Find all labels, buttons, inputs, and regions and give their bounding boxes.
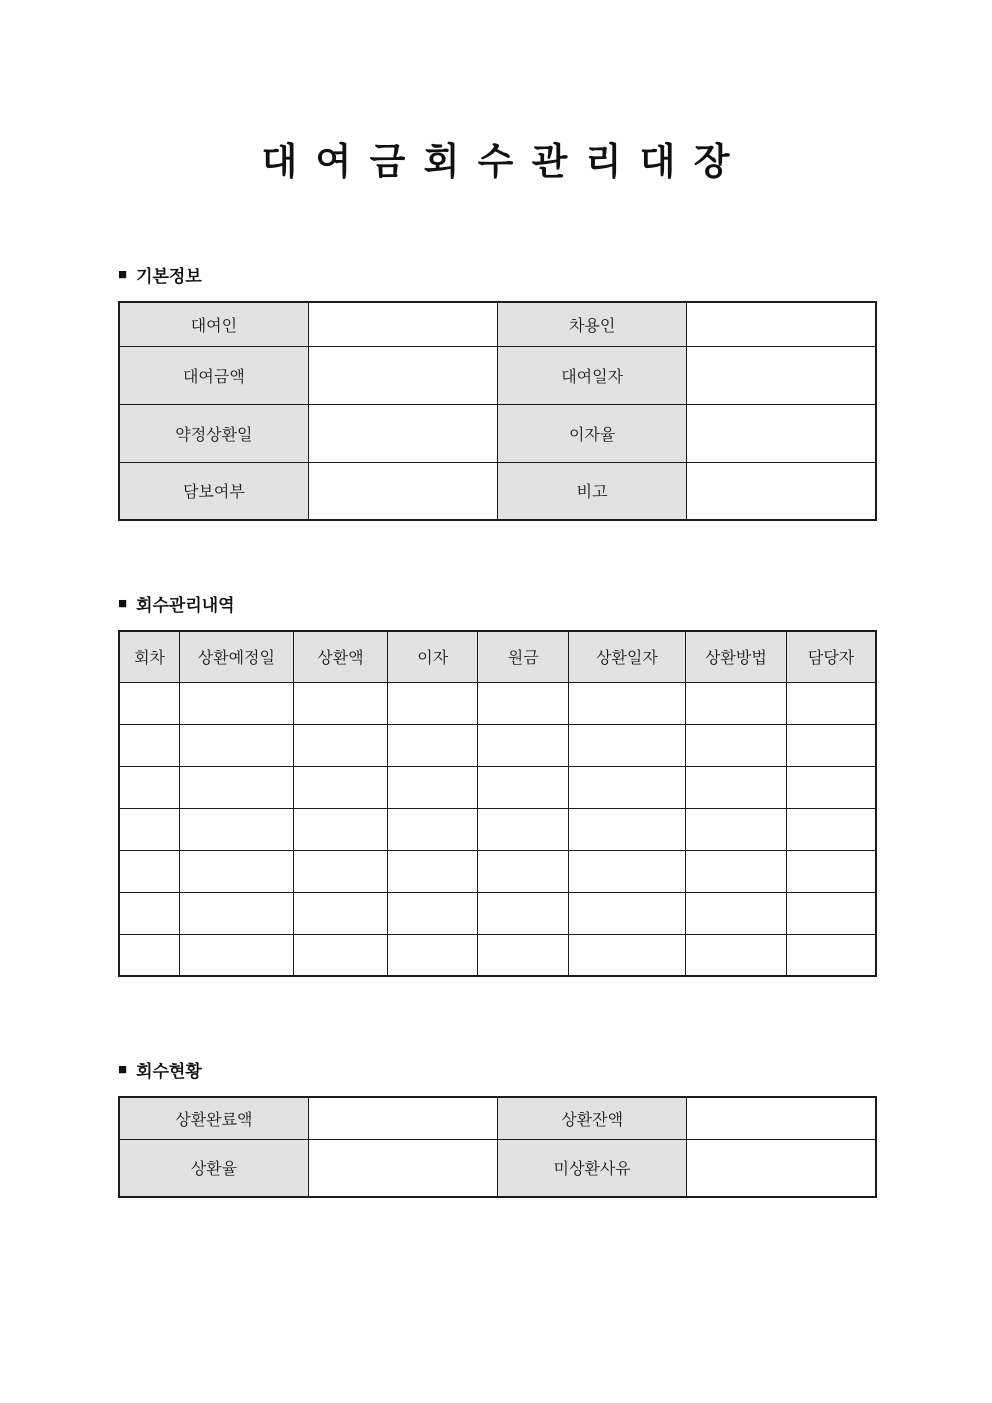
table-row	[119, 404, 876, 462]
empty-cell[interactable]	[685, 934, 786, 976]
table-row	[119, 682, 876, 724]
empty-cell[interactable]	[388, 808, 478, 850]
label-loan-amount: 대여금액	[119, 346, 308, 404]
empty-cell[interactable]	[685, 682, 786, 724]
empty-cell[interactable]	[119, 808, 180, 850]
value-loan-date[interactable]	[687, 346, 876, 404]
label-remaining-balance: 상환잔액	[498, 1097, 687, 1139]
empty-cell[interactable]	[685, 892, 786, 934]
value-borrower[interactable]	[687, 302, 876, 346]
column-header-scheduled-date: 상환예정일	[180, 631, 294, 682]
column-header-repayment-date: 상환일자	[569, 631, 686, 682]
table-row	[119, 1139, 876, 1197]
column-header-repayment-method: 상환방법	[685, 631, 786, 682]
details-table-body	[119, 682, 876, 976]
table-row	[119, 346, 876, 404]
table-row	[119, 462, 876, 520]
label-lender: 대여인	[119, 302, 308, 346]
empty-cell[interactable]	[180, 934, 294, 976]
value-lender[interactable]	[308, 302, 497, 346]
empty-cell[interactable]	[478, 850, 569, 892]
empty-cell[interactable]	[180, 850, 294, 892]
empty-cell[interactable]	[180, 682, 294, 724]
empty-cell[interactable]	[119, 682, 180, 724]
label-unpaid-reason: 미상환사유	[498, 1139, 687, 1197]
table-row	[119, 302, 876, 346]
table-row	[119, 808, 876, 850]
document-content	[118, 0, 877, 1198]
label-agreed-repayment-date: 약정상환일	[119, 404, 308, 462]
empty-cell[interactable]	[180, 808, 294, 850]
recovery-status-table	[118, 1096, 877, 1198]
square-bullet-icon: ■	[118, 266, 128, 283]
label-borrower: 차용인	[498, 302, 687, 346]
empty-cell[interactable]	[293, 934, 388, 976]
label-interest-rate: 이자율	[498, 404, 687, 462]
empty-cell[interactable]	[388, 682, 478, 724]
recovery-details-table	[118, 630, 877, 977]
page-title: 대 여 금 회 수 관 리 대 장	[261, 141, 734, 182]
empty-cell[interactable]	[685, 724, 786, 766]
square-bullet-icon: ■	[118, 1061, 128, 1078]
empty-cell[interactable]	[293, 808, 388, 850]
empty-cell[interactable]	[569, 808, 686, 850]
column-header-interest: 이자	[388, 631, 478, 682]
empty-cell[interactable]	[388, 934, 478, 976]
empty-cell[interactable]	[787, 934, 876, 976]
table-row	[119, 724, 876, 766]
empty-cell[interactable]	[119, 766, 180, 808]
empty-cell[interactable]	[388, 892, 478, 934]
empty-cell[interactable]	[569, 724, 686, 766]
empty-cell[interactable]	[787, 724, 876, 766]
section-title-basic-info: 기본정보	[136, 267, 202, 286]
table-row	[119, 892, 876, 934]
empty-cell[interactable]	[119, 724, 180, 766]
empty-cell[interactable]	[119, 850, 180, 892]
empty-cell[interactable]	[478, 808, 569, 850]
empty-cell[interactable]	[569, 766, 686, 808]
empty-cell[interactable]	[787, 892, 876, 934]
section-heading-basic-info	[118, 262, 877, 287]
section-title-recovery-details: 회수관리내역	[136, 596, 235, 615]
empty-cell[interactable]	[293, 724, 388, 766]
empty-cell[interactable]	[787, 682, 876, 724]
label-remarks: 비고	[498, 462, 687, 520]
empty-cell[interactable]	[180, 892, 294, 934]
empty-cell[interactable]	[293, 892, 388, 934]
value-agreed-repayment-date[interactable]	[308, 404, 497, 462]
section-heading-recovery-details	[118, 591, 877, 616]
empty-cell[interactable]	[478, 682, 569, 724]
value-loan-amount[interactable]	[308, 346, 497, 404]
empty-cell[interactable]	[787, 850, 876, 892]
value-remaining-balance[interactable]	[687, 1097, 876, 1139]
empty-cell[interactable]	[787, 766, 876, 808]
empty-cell[interactable]	[293, 682, 388, 724]
label-repaid-amount: 상환완료액	[119, 1097, 308, 1139]
value-repaid-amount[interactable]	[308, 1097, 497, 1139]
column-header-repayment-amount: 상환액	[293, 631, 388, 682]
table-row	[119, 850, 876, 892]
section-heading-recovery-status	[118, 1057, 877, 1082]
empty-cell[interactable]	[685, 850, 786, 892]
empty-cell[interactable]	[478, 934, 569, 976]
table-header-row	[119, 631, 876, 682]
empty-cell[interactable]	[388, 850, 478, 892]
empty-cell[interactable]	[119, 892, 180, 934]
table-row	[119, 1097, 876, 1139]
value-collateral[interactable]	[308, 462, 497, 520]
empty-cell[interactable]	[685, 766, 786, 808]
empty-cell[interactable]	[569, 892, 686, 934]
value-interest-rate[interactable]	[687, 404, 876, 462]
column-header-person-in-charge: 담당자	[787, 631, 876, 682]
table-row	[119, 934, 876, 976]
empty-cell[interactable]	[180, 766, 294, 808]
label-loan-date: 대여일자	[498, 346, 687, 404]
label-repayment-rate: 상환율	[119, 1139, 308, 1197]
empty-cell[interactable]	[293, 766, 388, 808]
empty-cell[interactable]	[180, 724, 294, 766]
column-header-round: 회차	[119, 631, 180, 682]
square-bullet-icon: ■	[118, 595, 128, 612]
label-collateral: 담보여부	[119, 462, 308, 520]
basic-info-table	[118, 301, 877, 521]
empty-cell[interactable]	[478, 766, 569, 808]
value-repayment-rate[interactable]	[308, 1139, 497, 1197]
empty-cell[interactable]	[293, 850, 388, 892]
empty-cell[interactable]	[569, 934, 686, 976]
column-header-principal: 원금	[478, 631, 569, 682]
section-title-recovery-status: 회수현황	[136, 1062, 202, 1081]
empty-cell[interactable]	[787, 808, 876, 850]
empty-cell[interactable]	[685, 808, 786, 850]
value-remarks[interactable]	[687, 462, 876, 520]
empty-cell[interactable]	[119, 934, 180, 976]
table-row	[119, 766, 876, 808]
empty-cell[interactable]	[388, 724, 478, 766]
empty-cell[interactable]	[478, 724, 569, 766]
empty-cell[interactable]	[569, 682, 686, 724]
empty-cell[interactable]	[388, 766, 478, 808]
empty-cell[interactable]	[569, 850, 686, 892]
empty-cell[interactable]	[478, 892, 569, 934]
value-unpaid-reason[interactable]	[687, 1139, 876, 1197]
